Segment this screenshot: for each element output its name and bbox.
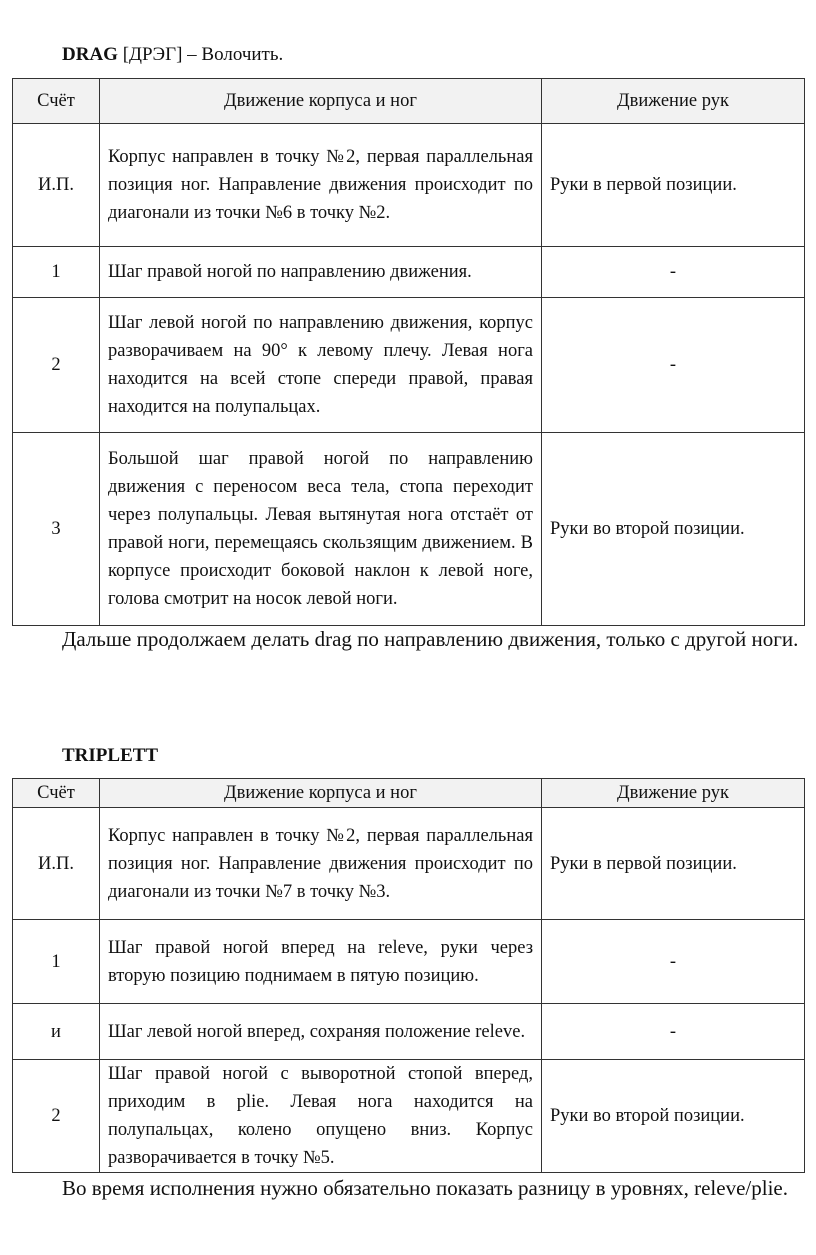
table-row (13, 808, 805, 920)
row-count: и (13, 1004, 100, 1060)
row-count: 2 (13, 298, 100, 433)
row-arms-movement: Руки в первой позиции. (542, 808, 805, 920)
row-arms-movement: - (542, 298, 805, 433)
row-body-movement: Большой шаг правой ногой по направлению движения с переносом веса тела, стопа переходит через полупальцы. Левая вытянутая нога отстаёт от правой ноги, перемещаясь скользящим движением. В корпусе происходит боковой наклон к левой ноге, голова смотрит на носок левой ноги. (100, 433, 542, 626)
row-count: 2 (13, 1060, 100, 1173)
row-body-movement: Шаг правой ногой по направлению движения. (100, 247, 542, 298)
row-body-movement: Корпус направлен в точку №2, первая параллельная позиция ног. Направление движения происходит по диагонали из точки №6 в точку №2. (100, 124, 542, 247)
row-arms-movement: - (542, 920, 805, 1004)
drag-note-text: Дальше продолжаем делать drag по направлению движения, только с другой ноги. (62, 627, 799, 651)
drag-note-paragraph (0, 618, 812, 660)
triplett-table (12, 778, 805, 1173)
header-body-movement: Движение корпуса и ног (100, 79, 542, 124)
table-header-row (13, 79, 805, 124)
table-row (13, 433, 805, 626)
row-count: И.П. (13, 124, 100, 247)
row-arms-movement: Руки в первой позиции. (542, 124, 805, 247)
table-row (13, 298, 805, 433)
table-row (13, 247, 805, 298)
header-body-movement: Движение корпуса и ног (100, 779, 542, 808)
drag-section-title (62, 44, 283, 66)
row-body-movement: Шаг левой ногой вперед, сохраняя положение releve. (100, 1004, 542, 1060)
header-arms-movement: Движение рук (542, 79, 805, 124)
row-body-movement: Шаг левой ногой по направлению движения, корпус разворачиваем на 90° к левому плечу. Левая нога находится на всей стопе спереди правой, правая находится на полупальцах. (100, 298, 542, 433)
triplett-note-text: Во время исполнения нужно обязательно показать разницу в уровнях, releve/plie. (62, 1176, 788, 1200)
row-arms-movement: Руки во второй позиции. (542, 1060, 805, 1173)
row-count: И.П. (13, 808, 100, 920)
row-arms-movement: - (542, 247, 805, 298)
row-body-movement: Шаг правой ногой с выворотной стопой вперед, приходим в plie. Левая нога находится на полупальцах, колено опущено вниз. Корпус разворачивается в точку №5. (100, 1060, 542, 1173)
drag-title-rest: [ДРЭГ] – Волочить. (117, 44, 284, 65)
drag-title-bold: DRAG (62, 44, 118, 65)
row-body-movement: Корпус направлен в точку №2, первая параллельная позиция ног. Направление движения происходит по диагонали из точки №7 в точку №3. (100, 808, 542, 920)
row-count: 1 (13, 920, 100, 1004)
table-row (13, 1060, 805, 1173)
row-arms-movement: Руки во второй позиции. (542, 433, 805, 626)
row-arms-movement: - (542, 1004, 805, 1060)
row-count: 3 (13, 433, 100, 626)
header-count: Счёт (13, 79, 100, 124)
row-count: 1 (13, 247, 100, 298)
table-row (13, 124, 805, 247)
header-arms-movement: Движение рук (542, 779, 805, 808)
drag-table (12, 78, 805, 626)
triplett-section-title: TRIPLETT (62, 745, 159, 766)
table-header-row (13, 779, 805, 808)
table-row (13, 920, 805, 1004)
table-row (13, 1004, 805, 1060)
row-body-movement: Шаг правой ногой вперед на releve, руки через вторую позицию поднимаем в пятую позицию. (100, 920, 542, 1004)
triplett-note-paragraph (0, 1167, 812, 1209)
header-count: Счёт (13, 779, 100, 808)
